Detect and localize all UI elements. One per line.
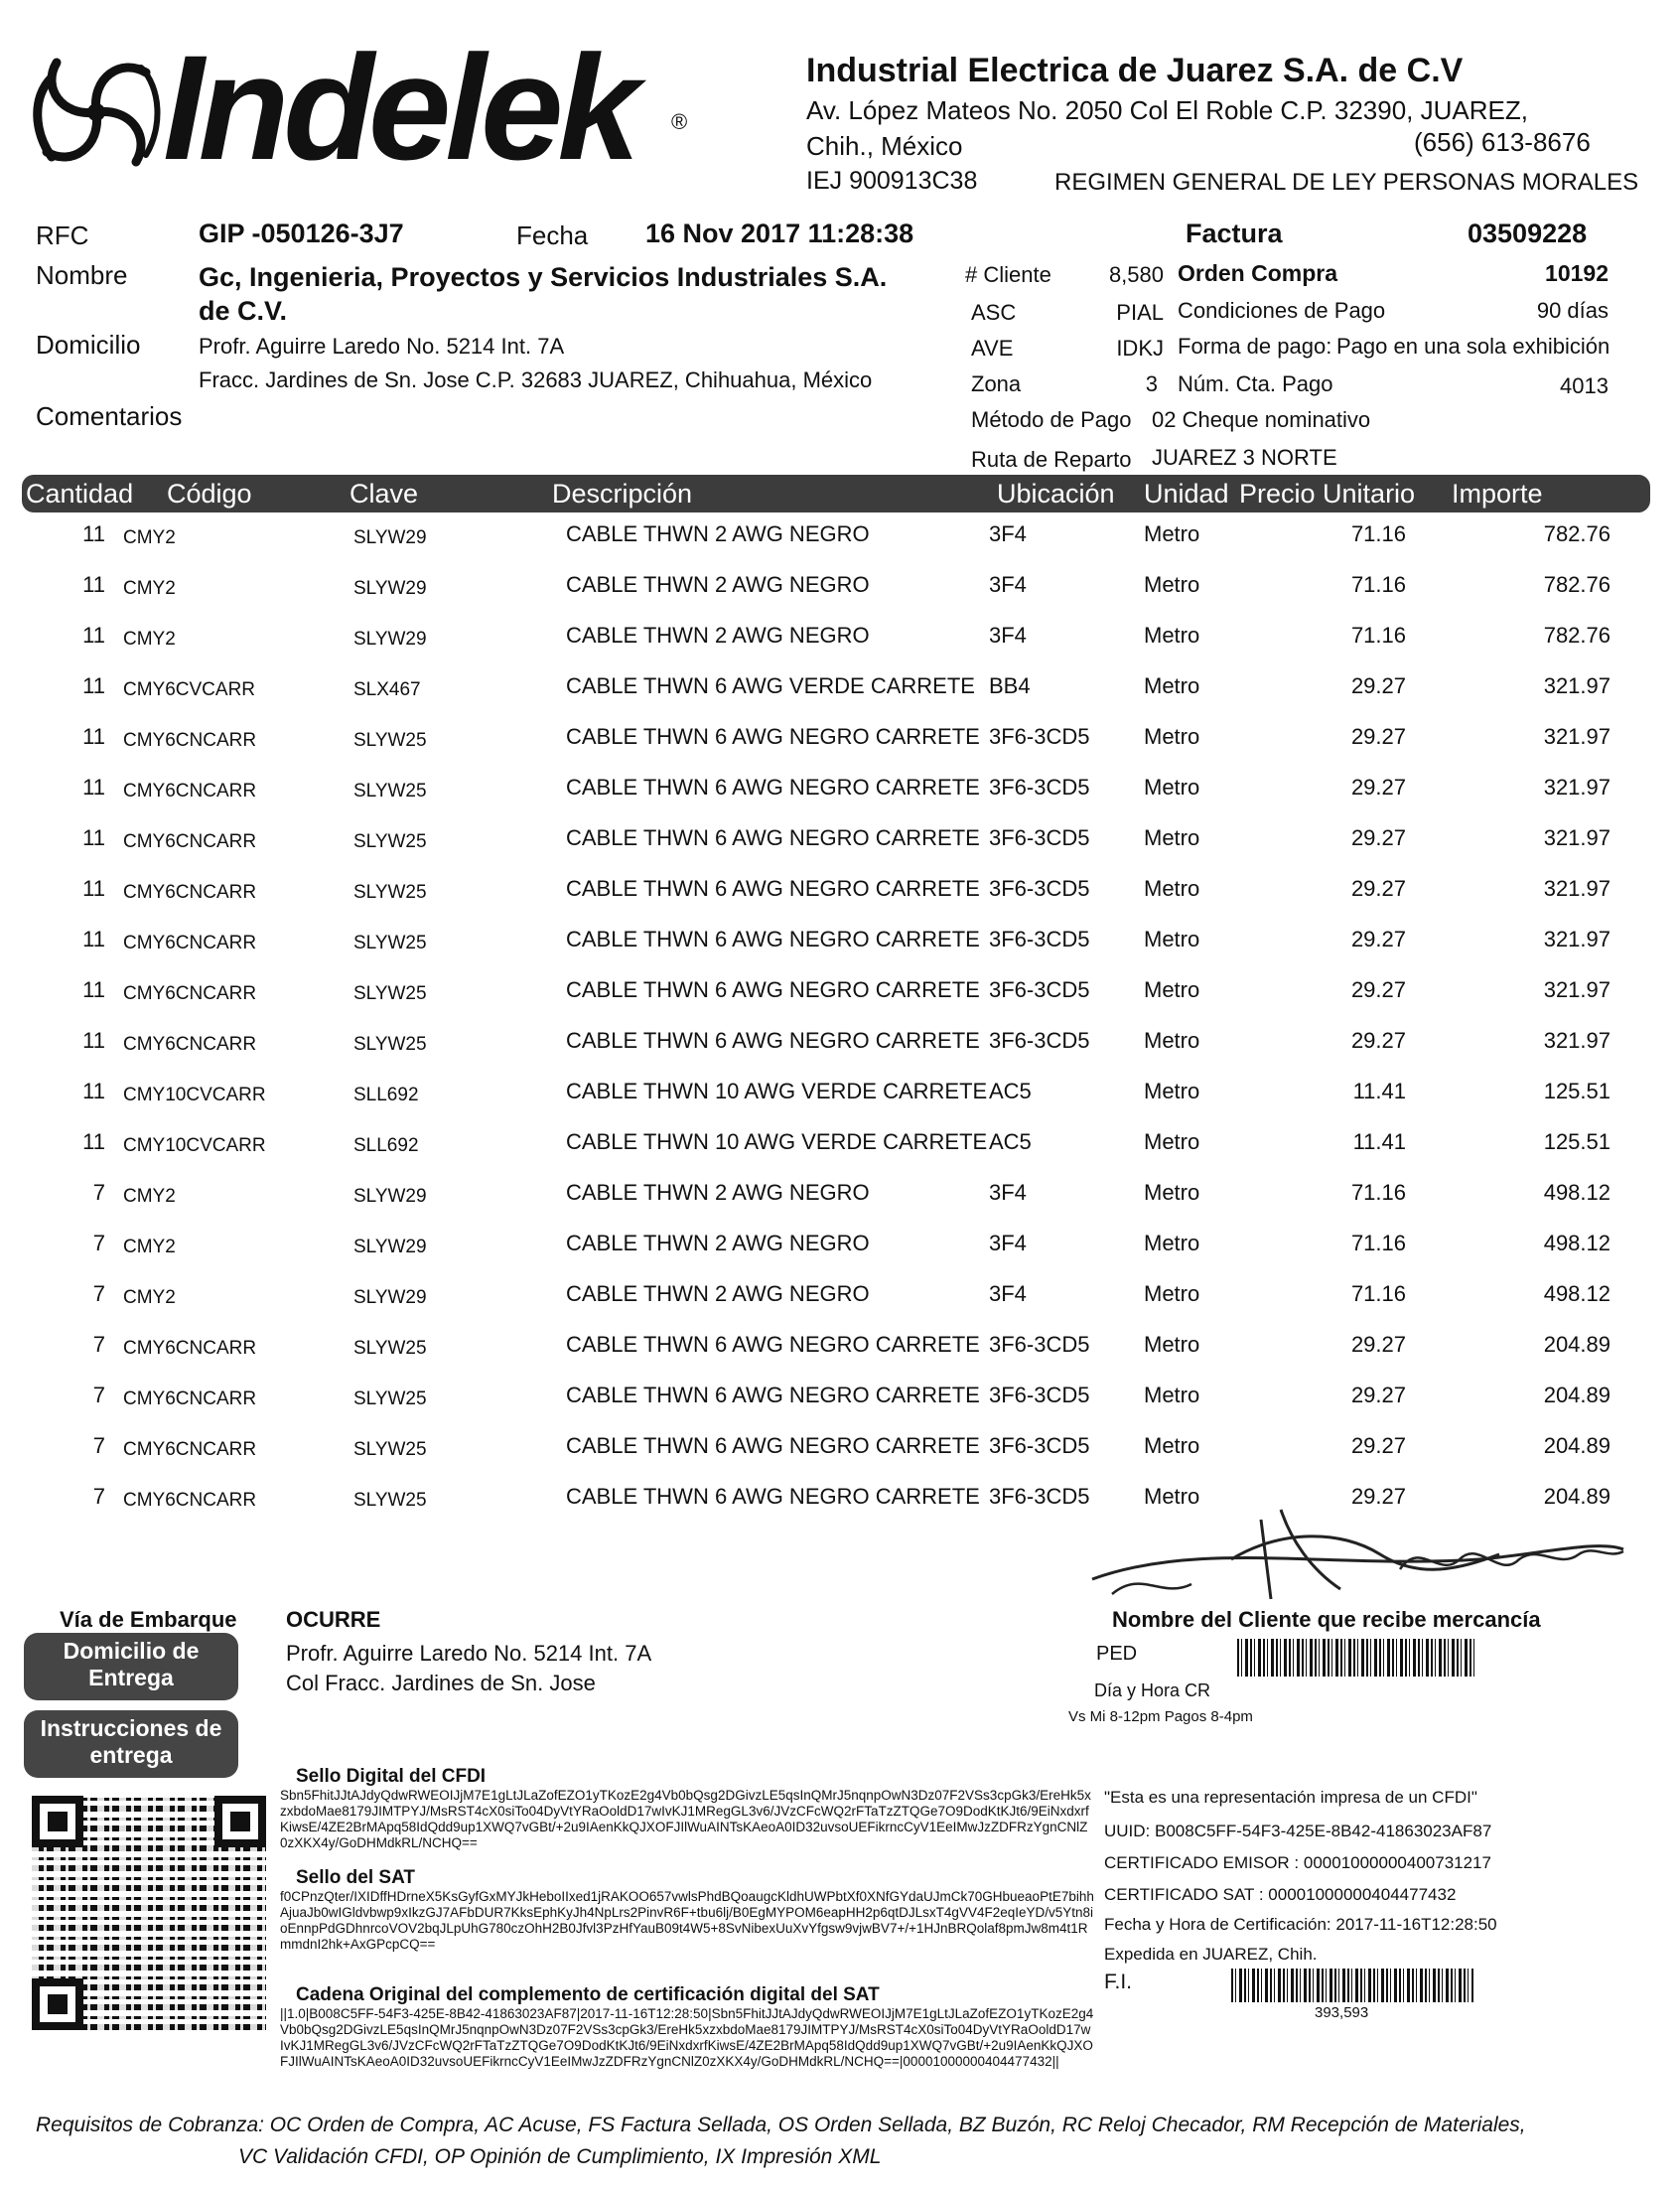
cfdi-uuid: UUID: B008C5FF-54F3-425E-8B42-41863023AF87 xyxy=(1104,1822,1492,1840)
row-description: CABLE THWN 10 AWG VERDE CARRETE xyxy=(566,1129,988,1154)
row-unidad: Metro xyxy=(1144,673,1200,698)
row-clave: SLYW25 xyxy=(353,1034,427,1055)
row-ubicacion: 3F4 xyxy=(989,1281,1027,1306)
row-ubicacion: 3F6-3CD5 xyxy=(989,977,1090,1002)
row-description: CABLE THWN 6 AWG NEGRO CARRETE xyxy=(566,775,980,800)
ruta-value: JUAREZ 3 NORTE xyxy=(1152,445,1337,470)
fi-label: F.I. xyxy=(1104,1971,1133,1993)
cert-emisor: CERTIFICADO EMISOR : 00001000000400731217 xyxy=(1104,1853,1491,1872)
expedida-en: Expedida en JUAREZ, Chih. xyxy=(1104,1945,1318,1964)
row-ubicacion: 3F4 xyxy=(989,623,1027,648)
row-code: CMY2 xyxy=(123,578,176,599)
domicilio-entrega-button: Domicilio de Entrega xyxy=(24,1633,238,1700)
row-description: CABLE THWN 6 AWG NEGRO CARRETE xyxy=(566,825,980,850)
row-precio-unitario: 71.16 xyxy=(1350,1180,1406,1205)
row-clave: SLYW29 xyxy=(353,527,427,548)
row-qty: 11 xyxy=(82,724,105,749)
row-description: CABLE THWN 2 AWG NEGRO xyxy=(566,623,870,648)
row-clave: SLYW25 xyxy=(353,1338,427,1359)
row-ubicacion: 3F6-3CD5 xyxy=(989,876,1090,901)
comentarios-label: Comentarios xyxy=(36,401,183,431)
row-qty: 11 xyxy=(82,623,105,648)
zona-label: Zona xyxy=(971,371,1022,396)
row-importe: 321.97 xyxy=(1543,1028,1610,1053)
table-row xyxy=(0,977,1680,1028)
row-description: CABLE THWN 6 AWG NEGRO CARRETE xyxy=(566,927,980,951)
fi-value: 393,593 xyxy=(1315,2004,1369,2021)
col-importe: Importe xyxy=(1452,479,1543,509)
row-unidad: Metro xyxy=(1144,1129,1200,1154)
nombre-line2: de C.V. xyxy=(199,296,288,326)
row-ubicacion: 3F4 xyxy=(989,572,1027,597)
row-precio-unitario: 29.27 xyxy=(1350,1433,1406,1458)
cadena-text: ||1.0|B008C5FF-54F3-425E-8B42-41863023AF87|2017-11-16T12:28:50|Sbn5FhitJJtAJdyQdwRWEOIJjM7E1gLtJLaZofEZO1yTKozE2g4Vb0bQsg2DGivzLE5qsInQMrJ5nqnpOwN3Dz07F2VSs3cpGk3/EreHk5xzxbdoMae8179JIMTPYJ/MsRST4cX0siTo04DyVtYRaOoldD17wIvKJ1MRegGL3v6/JVzCFcWQ2rFTaTzZTQGe7O9DodKtKJt6/9EiNxdxrfKiwsE/4ZE2BrMApq58IdQdd9up1XWQ7vGBt/+2u9IAenKkQJXOFJIlWuAINTsKAeoA0ID32uvsoUEFikrncCyV1EeIMwJzZDFRzYgnCNlZ0zXKX4y/GoDHMdkRL/NCHQ==|00001000000404477432|| xyxy=(280,2006,1094,2069)
row-code: CMY6CNCARR xyxy=(123,1439,257,1460)
row-qty: 11 xyxy=(82,775,105,800)
row-importe: 125.51 xyxy=(1543,1129,1610,1154)
table-row xyxy=(0,825,1680,876)
zona-value: 3 xyxy=(1145,371,1158,396)
row-clave: SLYW29 xyxy=(353,629,427,650)
row-precio-unitario: 29.27 xyxy=(1350,927,1406,951)
factura-label: Factura xyxy=(1186,219,1283,248)
row-unidad: Metro xyxy=(1144,521,1200,546)
company-address-line2: Chih., México xyxy=(806,131,963,161)
row-importe: 204.89 xyxy=(1543,1332,1610,1357)
row-code: CMY2 xyxy=(123,1287,176,1308)
via-value: OCURRE xyxy=(286,1607,381,1632)
brand-wordmark: Indelek xyxy=(163,24,634,191)
row-precio-unitario: 71.16 xyxy=(1350,572,1406,597)
cliente-label: # Cliente xyxy=(965,262,1051,287)
row-qty: 11 xyxy=(82,1079,105,1103)
row-ubicacion: 3F6-3CD5 xyxy=(989,1433,1090,1458)
row-description: CABLE THWN 6 AWG NEGRO CARRETE xyxy=(566,1028,980,1053)
row-description: CABLE THWN 6 AWG NEGRO CARRETE xyxy=(566,1484,980,1509)
cliente-value: 8,580 xyxy=(1108,262,1164,287)
forma-label: Forma de pago: xyxy=(1178,334,1332,359)
row-importe: 204.89 xyxy=(1543,1383,1610,1407)
fecha-certificacion: Fecha y Hora de Certificación: 2017-11-16T12:28:50 xyxy=(1104,1915,1497,1934)
cta-label: Núm. Cta. Pago xyxy=(1178,371,1333,396)
table-row xyxy=(0,876,1680,927)
row-code: CMY2 xyxy=(123,1237,176,1257)
horario-text: Vs Mi 8-12pm Pagos 8-4pm xyxy=(1068,1708,1253,1725)
row-ubicacion: 3F6-3CD5 xyxy=(989,724,1090,749)
row-importe: 498.12 xyxy=(1543,1281,1610,1306)
row-code: CMY6CNCARR xyxy=(123,781,257,802)
row-unidad: Metro xyxy=(1144,927,1200,951)
row-precio-unitario: 71.16 xyxy=(1350,1231,1406,1255)
row-qty: 11 xyxy=(82,572,105,597)
qr-finder-bottom-left xyxy=(32,1978,83,2030)
row-description: CABLE THWN 6 AWG NEGRO CARRETE xyxy=(566,876,980,901)
row-code: CMY6CNCARR xyxy=(123,831,257,852)
row-qty: 7 xyxy=(92,1332,105,1357)
row-ubicacion: BB4 xyxy=(989,673,1031,698)
nombre-label: Nombre xyxy=(36,260,128,290)
fecha-value: 16 Nov 2017 11:28:38 xyxy=(645,219,914,248)
table-row xyxy=(0,927,1680,977)
footer-requisitos-line2: VC Validación CFDI, OP Opinión de Cumplimiento, IX Impresión XML xyxy=(238,2145,882,2168)
company-logo xyxy=(22,24,697,199)
row-code: CMY6CVCARR xyxy=(123,679,256,700)
table-row xyxy=(0,572,1680,623)
row-unidad: Metro xyxy=(1144,1433,1200,1458)
row-precio-unitario: 11.41 xyxy=(1352,1079,1406,1103)
row-qty: 7 xyxy=(92,1231,105,1255)
col-clave: Clave xyxy=(350,479,419,509)
row-code: CMY6CNCARR xyxy=(123,882,257,903)
row-ubicacion: 3F6-3CD5 xyxy=(989,825,1090,850)
entrega-line1: Profr. Aguirre Laredo No. 5214 Int. 7A xyxy=(286,1641,652,1666)
table-row xyxy=(0,1028,1680,1079)
row-unidad: Metro xyxy=(1144,775,1200,800)
row-precio-unitario: 71.16 xyxy=(1350,623,1406,648)
row-qty: 11 xyxy=(82,977,105,1002)
row-qty: 11 xyxy=(82,927,105,951)
rfc-value: GIP -050126-3J7 xyxy=(199,219,404,248)
row-clave: SLYW29 xyxy=(353,578,427,599)
row-ubicacion: 3F6-3CD5 xyxy=(989,775,1090,800)
row-description: CABLE THWN 2 AWG NEGRO xyxy=(566,1281,870,1306)
row-qty: 11 xyxy=(82,825,105,850)
row-precio-unitario: 29.27 xyxy=(1350,673,1406,698)
row-code: CMY6CNCARR xyxy=(123,1034,257,1055)
cert-sat: CERTIFICADO SAT : 00001000000404477432 xyxy=(1104,1885,1457,1904)
row-unidad: Metro xyxy=(1144,572,1200,597)
row-description: CABLE THWN 10 AWG VERDE CARRETE xyxy=(566,1079,988,1103)
table-row xyxy=(0,1332,1680,1383)
row-precio-unitario: 29.27 xyxy=(1350,1383,1406,1407)
customer-signature xyxy=(1082,1500,1638,1609)
domicilio-line1: Profr. Aguirre Laredo No. 5214 Int. 7A xyxy=(199,334,565,359)
domicilio-line2: Fracc. Jardines de Sn. Jose C.P. 32683 JUAREZ, Chihuahua, México xyxy=(199,367,873,392)
row-code: CMY6CNCARR xyxy=(123,1338,257,1359)
row-clave: SLX467 xyxy=(353,679,421,700)
ave-value: IDKJ xyxy=(1116,336,1164,361)
row-code: CMY2 xyxy=(123,629,176,650)
row-description: CABLE THWN 6 AWG NEGRO CARRETE xyxy=(566,1433,980,1458)
row-precio-unitario: 29.27 xyxy=(1350,876,1406,901)
row-clave: SLYW25 xyxy=(353,983,427,1004)
table-row xyxy=(0,673,1680,724)
rfc-label: RFC xyxy=(36,220,89,250)
table-row xyxy=(0,1383,1680,1433)
table-row xyxy=(0,1180,1680,1231)
row-importe: 321.97 xyxy=(1543,876,1610,901)
row-clave: SLL692 xyxy=(353,1135,419,1156)
row-unidad: Metro xyxy=(1144,825,1200,850)
row-unidad: Metro xyxy=(1144,1180,1200,1205)
company-rfc: IEJ 900913C38 xyxy=(806,167,978,195)
row-ubicacion: 3F6-3CD5 xyxy=(989,1383,1090,1407)
row-description: CABLE THWN 6 AWG VERDE CARRETE xyxy=(566,673,975,698)
row-qty: 7 xyxy=(92,1281,105,1306)
row-unidad: Metro xyxy=(1144,1484,1200,1509)
row-ubicacion: 3F4 xyxy=(989,1231,1027,1255)
company-name: Industrial Electrica de Juarez S.A. de C.V xyxy=(806,52,1464,89)
row-code: CMY6CNCARR xyxy=(123,1388,257,1409)
row-precio-unitario: 29.27 xyxy=(1350,825,1406,850)
row-qty: 11 xyxy=(82,876,105,901)
row-precio-unitario: 29.27 xyxy=(1350,1028,1406,1053)
row-precio-unitario: 29.27 xyxy=(1350,1484,1406,1509)
sello-cfdi-text: Sbn5FhitJJtAJdyQdwRWEOIJjM7E1gLtJLaZofEZO1yTKozE2g4Vb0bQsg2DGivzLE5qsInQMrJ5nqnpOwN3Dz07F2VSs3cpGk3/EreHk5xzxbdoMae8179JIMTPYJ/MsRST4cX0siTo04DyVtYRaOoldD17wIvKJ1MRegGL3v6/JVzCFcWQ2rFTaTzZTQGe7O9DodKtKJt6/9EiNxdxrfKiwsE/4ZE2BrMApq58IdQdd9up1XWQ7vGBt/+2u9IAenKkQJXOFJIlWuAINTsKAeoA0ID32uvsoUEFikrncCyV1EeIMwJzZDFRzYgnCNlZ0zXKX4y/GoDHMdkRL/NCHQ== xyxy=(280,1788,1091,1850)
col-precio-unitario: Precio Unitario xyxy=(1239,479,1416,509)
table-row xyxy=(0,623,1680,673)
ruta-label: Ruta de Reparto xyxy=(971,447,1132,472)
row-importe: 782.76 xyxy=(1543,521,1610,546)
domicilio-label: Domicilio xyxy=(36,330,141,360)
orden-value: 10192 xyxy=(1545,260,1609,286)
row-description: CABLE THWN 2 AWG NEGRO xyxy=(566,1231,870,1255)
row-importe: 204.89 xyxy=(1543,1433,1610,1458)
row-description: CABLE THWN 2 AWG NEGRO xyxy=(566,521,870,546)
fi-barcode xyxy=(1231,1969,1473,2002)
instrucciones-entrega-button: Instrucciones de entrega xyxy=(24,1710,238,1778)
col-descripcion: Descripción xyxy=(552,479,693,509)
row-code: CMY6CNCARR xyxy=(123,933,257,953)
row-precio-unitario: 71.16 xyxy=(1350,1281,1406,1306)
cta-value: 4013 xyxy=(1560,373,1609,398)
table-row xyxy=(0,1129,1680,1180)
row-importe: 321.97 xyxy=(1543,724,1610,749)
row-unidad: Metro xyxy=(1144,1383,1200,1407)
ped-barcode xyxy=(1237,1639,1477,1677)
row-precio-unitario: 29.27 xyxy=(1350,1332,1406,1357)
row-unidad: Metro xyxy=(1144,1028,1200,1053)
row-precio-unitario: 11.41 xyxy=(1352,1129,1406,1154)
row-code: CMY6CNCARR xyxy=(123,730,257,751)
row-qty: 11 xyxy=(82,1028,105,1053)
entrega-line2: Col Fracc. Jardines de Sn. Jose xyxy=(286,1671,596,1695)
fecha-label: Fecha xyxy=(516,220,589,250)
row-importe: 321.97 xyxy=(1543,825,1610,850)
condiciones-value: 90 días xyxy=(1536,298,1609,323)
row-description: CABLE THWN 6 AWG NEGRO CARRETE xyxy=(566,977,980,1002)
cadena-label: Cadena Original del complemento de certificación digital del SAT xyxy=(296,1984,880,2005)
orden-label: Orden Compra xyxy=(1178,260,1338,286)
sello-cfdi-label: Sello Digital del CFDI xyxy=(296,1766,487,1787)
row-unidad: Metro xyxy=(1144,977,1200,1002)
asc-value: PIAL xyxy=(1116,300,1164,325)
row-qty: 7 xyxy=(92,1484,105,1509)
row-description: CABLE THWN 2 AWG NEGRO xyxy=(566,572,870,597)
row-qty: 11 xyxy=(82,521,105,546)
dia-hora-label: Día y Hora CR xyxy=(1094,1680,1211,1700)
row-qty: 7 xyxy=(92,1433,105,1458)
row-qty: 11 xyxy=(82,1129,105,1154)
row-unidad: Metro xyxy=(1144,1332,1200,1357)
row-clave: SLYW29 xyxy=(353,1186,427,1207)
row-ubicacion: 3F4 xyxy=(989,521,1027,546)
nombre-line1: Gc, Ingenieria, Proyectos y Servicios Industriales S.A. xyxy=(199,262,888,292)
items-table-header xyxy=(22,475,1650,512)
row-importe: 204.89 xyxy=(1543,1484,1610,1509)
row-unidad: Metro xyxy=(1144,876,1200,901)
row-precio-unitario: 29.27 xyxy=(1350,775,1406,800)
col-cantidad: Cantidad xyxy=(26,479,134,509)
indelek-swirl-icon xyxy=(22,38,171,187)
row-importe: 321.97 xyxy=(1543,977,1610,1002)
row-code: CMY10CVCARR xyxy=(123,1135,266,1156)
col-unidad: Unidad xyxy=(1144,479,1229,509)
row-code: CMY6CNCARR xyxy=(123,1490,257,1511)
row-clave: SLYW29 xyxy=(353,1287,427,1308)
company-regimen: REGIMEN GENERAL DE LEY PERSONAS MORALES xyxy=(1054,169,1639,196)
row-ubicacion: 3F4 xyxy=(989,1180,1027,1205)
row-unidad: Metro xyxy=(1144,1231,1200,1255)
company-phone: (656) 613-8676 xyxy=(1414,127,1591,157)
table-row xyxy=(0,1281,1680,1332)
row-ubicacion: 3F6-3CD5 xyxy=(989,1332,1090,1357)
row-clave: SLYW25 xyxy=(353,1439,427,1460)
table-row xyxy=(0,521,1680,572)
via-label: Vía de Embarque xyxy=(60,1607,237,1632)
row-code: CMY10CVCARR xyxy=(123,1085,266,1105)
company-address-line1: Av. López Mateos No. 2050 Col El Roble C.P. 32390, JUAREZ, xyxy=(806,95,1528,125)
row-unidad: Metro xyxy=(1144,623,1200,648)
row-clave: SLYW25 xyxy=(353,1490,427,1511)
row-clave: SLYW25 xyxy=(353,781,427,802)
row-qty: 7 xyxy=(92,1383,105,1407)
row-precio-unitario: 29.27 xyxy=(1350,977,1406,1002)
metodo-value: 02 Cheque nominativo xyxy=(1152,407,1371,432)
col-codigo: Código xyxy=(167,479,252,509)
row-clave: SLYW25 xyxy=(353,831,427,852)
registered-mark: ® xyxy=(671,109,688,134)
row-ubicacion: 3F6-3CD5 xyxy=(989,927,1090,951)
receiver-label: Nombre del Cliente que recibe mercancía xyxy=(1112,1607,1541,1632)
row-description: CABLE THWN 6 AWG NEGRO CARRETE xyxy=(566,1332,980,1357)
row-clave: SLYW29 xyxy=(353,1237,427,1257)
table-row xyxy=(0,1231,1680,1281)
row-importe: 782.76 xyxy=(1543,572,1610,597)
cfdi-representacion: "Esta es una representación impresa de un CFDI" xyxy=(1104,1788,1477,1807)
col-ubicacion: Ubicación xyxy=(997,479,1115,509)
row-clave: SLYW25 xyxy=(353,730,427,751)
forma-value: Pago en una sola exhibición xyxy=(1336,334,1610,359)
row-code: CMY6CNCARR xyxy=(123,983,257,1004)
table-row xyxy=(0,724,1680,775)
row-importe: 125.51 xyxy=(1543,1079,1610,1103)
row-importe: 321.97 xyxy=(1543,775,1610,800)
row-code: CMY2 xyxy=(123,527,176,548)
row-importe: 321.97 xyxy=(1543,673,1610,698)
table-row xyxy=(0,775,1680,825)
row-description: CABLE THWN 6 AWG NEGRO CARRETE xyxy=(566,1383,980,1407)
qr-finder-top-left xyxy=(32,1796,83,1847)
row-qty: 11 xyxy=(82,673,105,698)
row-clave: SLL692 xyxy=(353,1085,419,1105)
row-qty: 7 xyxy=(92,1180,105,1205)
sello-sat-label: Sello del SAT xyxy=(296,1867,416,1888)
row-ubicacion: 3F6-3CD5 xyxy=(989,1028,1090,1053)
metodo-label: Método de Pago xyxy=(971,407,1132,432)
table-row xyxy=(0,1433,1680,1484)
row-description: CABLE THWN 2 AWG NEGRO xyxy=(566,1180,870,1205)
row-importe: 321.97 xyxy=(1543,927,1610,951)
row-precio-unitario: 29.27 xyxy=(1350,724,1406,749)
row-clave: SLYW25 xyxy=(353,882,427,903)
factura-number: 03509228 xyxy=(1468,219,1588,248)
row-code: CMY2 xyxy=(123,1186,176,1207)
qr-finder-top-right xyxy=(214,1796,266,1847)
condiciones-label: Condiciones de Pago xyxy=(1178,298,1386,323)
row-clave: SLYW25 xyxy=(353,1388,427,1409)
row-importe: 782.76 xyxy=(1543,623,1610,648)
table-row xyxy=(0,1079,1680,1129)
row-ubicacion: AC5 xyxy=(989,1129,1032,1154)
row-unidad: Metro xyxy=(1144,1281,1200,1306)
row-precio-unitario: 71.16 xyxy=(1350,521,1406,546)
sello-sat-text: f0CPnzQter/IXIDffHDrneX5KsGyfGxMYJkHeboIIxed1jRAKOO657vwlsPhdBQoaugcKldhUWPbtXf0XNfGYdaUJmCk70GHbueaoPtE7bihhAjuaJb0wIGldvbwp9xIkzGJ7AFbDUR7KksEphKyJh4NpLrs2PinvR6F+tbu6lj/B0EgMYPOM6eapHH2p6qtDJLsxT4gVV4F2eqIeYD/v5Ytn8ioEnnpPdGDhnrcoVOV2bqJLpUhG780czOhH2B0Jfvl3PzHfYauB09t4W5+8SvNibexUuXvYfgsw9vjwBV7+/+1HJnBRQolaf8pmJw8m4t1RmmdnI2hk+AxGPcpCQ== xyxy=(280,1889,1094,1952)
row-unidad: Metro xyxy=(1144,1079,1200,1103)
row-importe: 498.12 xyxy=(1543,1231,1610,1255)
row-clave: SLYW25 xyxy=(353,933,427,953)
footer-requisitos-line1: Requisitos de Cobranza: OC Orden de Compra, AC Acuse, FS Factura Sellada, OS Orden Sellada, BZ Buzón, RC Reloj Checador, RM Recepción de Materiales, xyxy=(36,2114,1526,2136)
row-ubicacion: AC5 xyxy=(989,1079,1032,1103)
asc-label: ASC xyxy=(971,300,1017,325)
ped-label: PED xyxy=(1096,1643,1138,1665)
row-description: CABLE THWN 6 AWG NEGRO CARRETE xyxy=(566,724,980,749)
ave-label: AVE xyxy=(971,336,1014,361)
row-unidad: Metro xyxy=(1144,724,1200,749)
row-importe: 498.12 xyxy=(1543,1180,1610,1205)
row-ubicacion: 3F6-3CD5 xyxy=(989,1484,1090,1509)
